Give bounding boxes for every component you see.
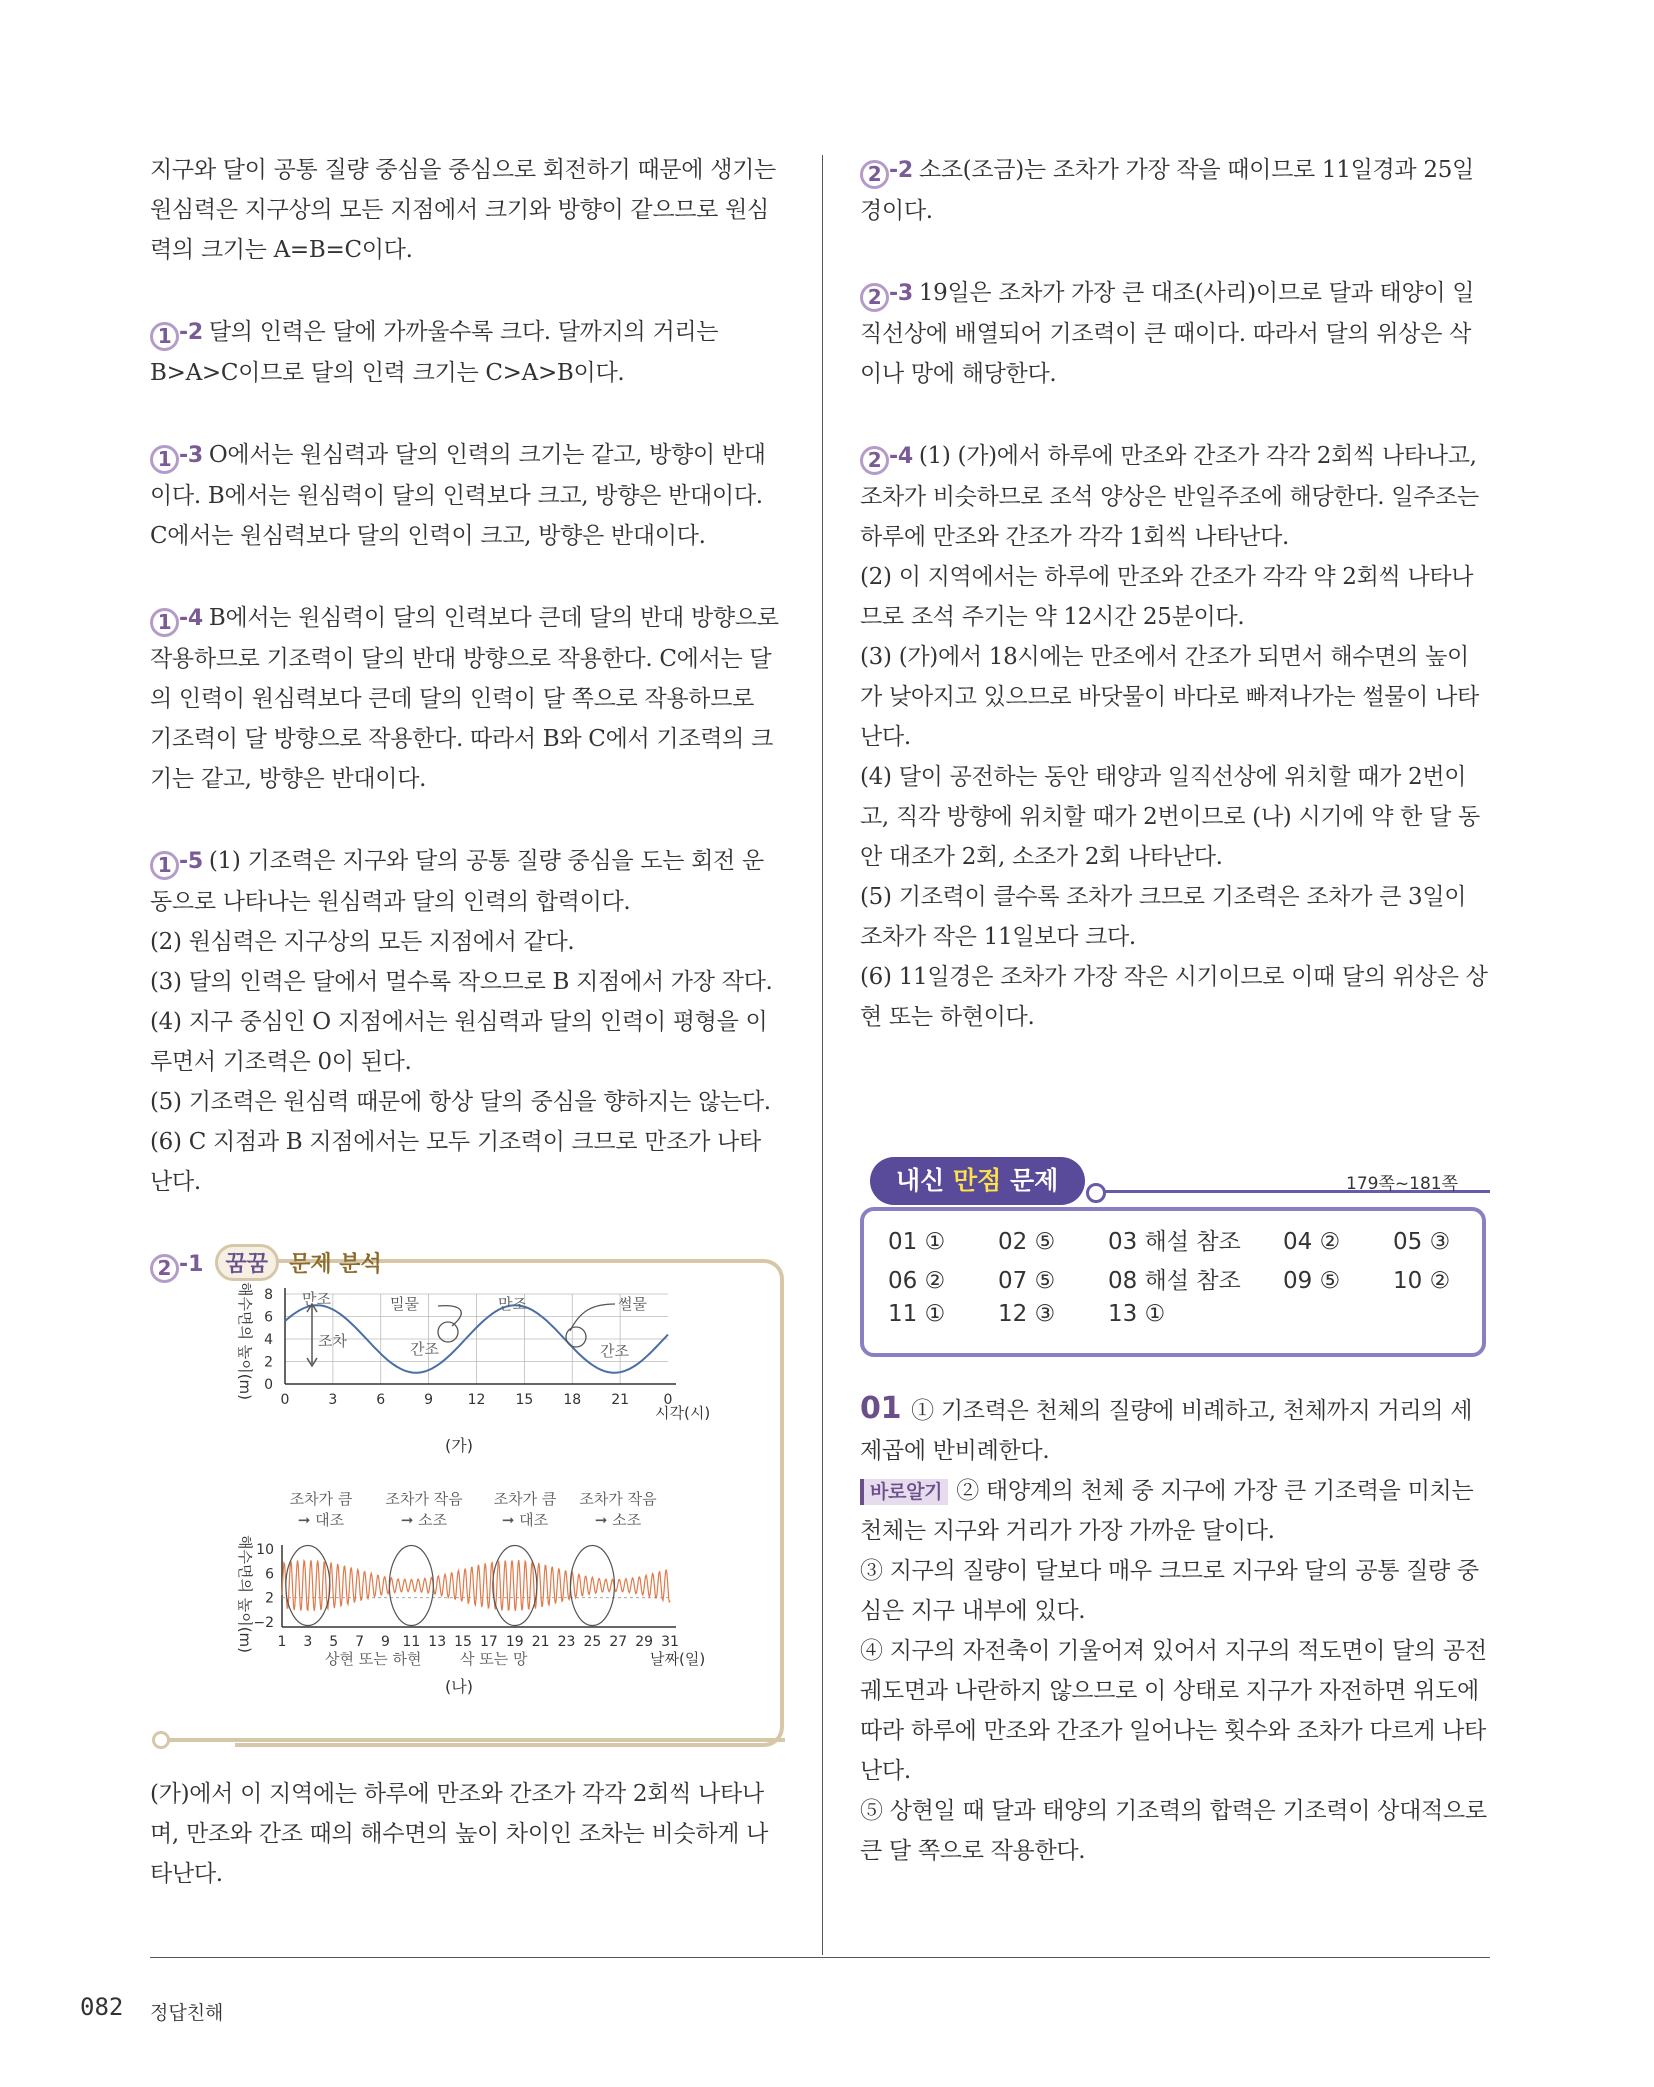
footer-rule xyxy=(150,1957,1490,1958)
ga-x-tick-label: 3 xyxy=(328,1392,338,1408)
ga-x-tick-label: 0 xyxy=(280,1392,290,1408)
problem-analysis-box xyxy=(150,1244,780,1764)
answer-cell: 03 해설 참조 xyxy=(1108,1229,1241,1255)
analysis-frame-foot xyxy=(162,1738,785,1742)
na-top-labels xyxy=(276,1488,696,1534)
na-label-b: ➞ 소조 xyxy=(400,1511,448,1529)
analysis-title: 문제 분석 xyxy=(289,1252,382,1277)
question-suffix: -5 xyxy=(179,849,203,874)
after-chart-text: (가)에서 이 지역에는 하루에 만조와 간조가 각각 2회씩 나타나며, 만조와 간조 때의 해수면의 높이 차이인 조차는 비슷하게 나타난다. xyxy=(150,1781,769,1887)
ga-x-tick-label: 9 xyxy=(424,1392,434,1408)
answer-line: (6) 11일경은 조차가 가장 작은 시기이므로 이때 달의 위상은 상현 또는 하현이다. xyxy=(860,964,1488,1030)
tide-daily-chart xyxy=(220,1281,780,1471)
ga-y-tick-label: 8 xyxy=(264,1287,273,1303)
answer-1-5 xyxy=(150,841,780,1202)
answer-key-title xyxy=(870,1157,1085,1205)
na-phase-1: 상현 또는 하현 xyxy=(325,1650,422,1668)
ga-y-tick-label: 4 xyxy=(264,1332,273,1348)
answer-line: (4) 달이 공전하는 동안 태양과 일직선상에 위치할 때가 2번이고, 직각 방향에 위치할 때가 2번이므로 (나) 시기에 약 한 달 동안 대조가 2회, 소조가 2회 나타난다. xyxy=(860,764,1480,870)
na-y-tick-label: 2 xyxy=(265,1590,274,1607)
question-suffix: -1 xyxy=(179,1252,204,1277)
title-part: 내신 xyxy=(896,1166,954,1195)
answer-line: ③ 지구의 질량이 달보다 매우 크므로 지구와 달의 공통 질량 중심은 지구 내부에 있다. xyxy=(860,1558,1479,1624)
answer-line: (6) C 지점과 B 지점에서는 모두 기조력이 크므로 만조가 나타난다. xyxy=(150,1129,761,1195)
answer-row xyxy=(888,1301,1478,1340)
question-suffix: -2 xyxy=(889,158,913,183)
answer-01 xyxy=(860,1389,1490,1871)
ga-label-low1: 간조 xyxy=(410,1340,439,1358)
ga-label-high2: 만조 xyxy=(498,1295,527,1313)
answer-cell: 12 ③ xyxy=(998,1301,1056,1327)
answer-text: 소조(조금)는 조차가 가장 작을 때이므로 11일경과 25일경이다. xyxy=(860,157,1474,224)
ga-x-tick-label: 21 xyxy=(611,1392,630,1408)
na-x-tick-label: 21 xyxy=(531,1634,550,1650)
ga-x-tick-label: 18 xyxy=(563,1392,582,1408)
answer-2-3 xyxy=(860,273,1490,394)
ga-x-tick-label: 12 xyxy=(467,1392,486,1408)
question-number-badge: 1 xyxy=(150,608,179,637)
answer-2-2 xyxy=(860,150,1490,231)
ga-y-ticks xyxy=(264,1287,273,1393)
left-column xyxy=(150,150,780,1894)
na-x-unit: 날짜(일) xyxy=(650,1650,706,1668)
na-x-tick-label: 27 xyxy=(609,1634,628,1650)
ga-label-flood: 밀물 xyxy=(390,1295,419,1313)
ga-label-range: 조차 xyxy=(318,1332,347,1350)
question-suffix: -4 xyxy=(889,444,913,469)
na-x-tick-label: 29 xyxy=(635,1634,654,1650)
na-x-tick-label: 3 xyxy=(303,1634,313,1650)
answer-cell: 09 ⑤ xyxy=(1283,1268,1341,1294)
answer-line: ① 기조력은 천체의 질량에 비례하고, 천체까지 거리의 세제곱에 반비례한다. xyxy=(860,1398,1473,1464)
na-x-tick-label: 17 xyxy=(480,1634,498,1650)
ga-label-high1: 만조 xyxy=(302,1290,331,1308)
answer-line: (5) 기조력이 클수록 조차가 크므로 기조력은 조차가 큰 3일이 조차가 작은 11일보다 크다. xyxy=(860,884,1467,950)
answer-row xyxy=(888,1223,1478,1262)
na-phase-2: 삭 또는 망 xyxy=(460,1650,528,1668)
answer-line: (3) (가)에서 18시에는 만조에서 간조가 되면서 해수면의 높이가 낮아지고 있으므로 바닷물이 바다로 빠져나가는 썰물이 나타난다. xyxy=(860,644,1479,750)
answer-line: ② 태양계의 천체 중 지구에 가장 큰 기조력을 미치는 천체는 지구와 거리가 가장 가까운 달이다. xyxy=(860,1478,1474,1544)
answer-line: (2) 이 지역에서는 하루에 만조와 간조가 각각 약 2회씩 나타나므로 조석 주기는 약 12시간 25분이다. xyxy=(860,564,1474,630)
answer-row xyxy=(888,1262,1478,1301)
question-suffix: -2 xyxy=(179,320,203,345)
intro-paragraph xyxy=(150,150,780,270)
na-label-a: 조차가 작음 xyxy=(385,1490,463,1508)
question-suffix: -4 xyxy=(179,606,203,631)
answer-key-header-ring xyxy=(1086,1183,1106,1203)
na-label-a: 조차가 큼 xyxy=(289,1490,353,1508)
answer-cell: 06 ② xyxy=(888,1268,946,1294)
na-y-ticks xyxy=(253,1542,274,1631)
answer-cell: 05 ③ xyxy=(1393,1229,1451,1255)
na-caption: (나) xyxy=(445,1677,473,1696)
answer-key-box xyxy=(860,1157,1490,1357)
answer-line: (4) 지구 중심인 O 지점에서는 원심력과 달의 인력이 평형을 이루면서 기조력은 0이 된다. xyxy=(150,1009,768,1075)
answer-text: 19일은 조차가 가장 큰 대조(사리)이므로 달과 태양이 일직선상에 배열되어 기조력이 큰 때이다. 따라서 달의 위상은 삭이나 망에 해당한다. xyxy=(860,280,1475,387)
answer-cell: 13 ① xyxy=(1108,1301,1166,1327)
answer-cell: 10 ② xyxy=(1393,1268,1451,1294)
ga-flood-arrow xyxy=(438,1306,461,1326)
na-x-tick-label: 7 xyxy=(355,1634,365,1650)
ga-y-tick-label: 6 xyxy=(264,1309,273,1326)
question-number-badge: 2 xyxy=(150,1254,179,1283)
ga-label-low2: 간조 xyxy=(600,1342,629,1360)
answer-line: (3) 달의 인력은 달에서 멀수록 작으므로 B 지점에서 가장 작다. xyxy=(150,969,773,995)
answer-text: O에서는 원심력과 달의 인력의 크기는 같고, 방향이 반대이다. B에서는 원심력이 달의 인력보다 크고, 방향은 반대이다. C에서는 원심력보다 달의 인력이 크고, 방향은 반대이다. xyxy=(150,442,766,549)
answer-line: (5) 기조력은 원심력 때문에 항상 달의 중심을 향하지는 않는다. xyxy=(150,1089,771,1115)
analysis-header xyxy=(150,1244,382,1283)
answer-cell: 04 ② xyxy=(1283,1229,1341,1255)
answer-cell: 01 ① xyxy=(888,1229,946,1255)
na-label-b: ➞ 대조 xyxy=(501,1511,549,1529)
title-part: 문제 xyxy=(1001,1166,1059,1195)
na-x-tick-label: 19 xyxy=(505,1634,524,1650)
question-number: 01 xyxy=(860,1391,902,1426)
ga-caption: (가) xyxy=(445,1436,473,1455)
ga-x-ticks xyxy=(281,1392,673,1408)
na-y-tick-label: −2 xyxy=(253,1615,274,1631)
answer-cell: 11 ① xyxy=(888,1301,946,1327)
ga-x-tick-label: 15 xyxy=(515,1392,534,1408)
answer-line: (2) 원심력은 지구상의 모든 지점에서 같다. xyxy=(150,929,575,955)
answer-2-4 xyxy=(860,436,1490,1037)
na-x-tick-label: 1 xyxy=(277,1634,287,1650)
na-x-ticks xyxy=(278,1634,679,1650)
right-column xyxy=(860,150,1490,1871)
answer-text: B에서는 원심력이 달의 인력보다 큰데 달의 반대 방향으로 작용하므로 기조력이 달의 반대 방향으로 작용한다. C에서는 달의 인력이 원심력보다 큰데 달의 인력이 달 쪽으로 작용하므로 기조력이 달 방향으로 작용한다. 따라서 B와 C에서 기조력의 크기는 같고, 방향은 반대이다. xyxy=(150,605,779,792)
na-label-b: ➞ 대조 xyxy=(297,1511,345,1529)
ga-y-tick-label: 0 xyxy=(264,1377,273,1393)
answer-1-4 xyxy=(150,598,780,799)
tide-monthly-chart xyxy=(220,1534,780,1734)
page-range: 179쪽~181쪽 xyxy=(1346,1174,1458,1194)
analysis-frame-dot xyxy=(152,1731,170,1749)
answer-line: ④ 지구의 자전축이 기울어져 있어서 지구의 적도면이 달의 공전 궤도면과 나란하지 않으므로 이 상태로 지구가 자전하면 위도에 따라 하루에 만조와 간조가 일어나는 횟수와 조차가 다르게 나타난다. xyxy=(860,1638,1487,1784)
question-number-badge: 1 xyxy=(150,445,179,474)
answer-1-3 xyxy=(150,435,780,556)
na-x-tick-label: 13 xyxy=(428,1634,447,1650)
answer-text: 달의 인력은 달에 가까울수록 크다. 달까지의 거리는 B>A>C이므로 달의 인력 크기는 C>A>B이다. xyxy=(150,319,719,386)
question-number-badge: 2 xyxy=(860,283,889,312)
na-x-tick-label: 25 xyxy=(583,1634,602,1650)
correction-tag: 바로알기 xyxy=(860,1479,948,1505)
answer-key-grid xyxy=(888,1223,1478,1340)
ga-label-ebb: 썰물 xyxy=(618,1295,647,1313)
question-number-badge: 2 xyxy=(860,160,889,189)
ga-x-tick-label: 0 xyxy=(663,1392,673,1408)
na-y-axis-label: 해수면의 높이(m) xyxy=(236,1534,254,1654)
answer-cell: 08 해설 참조 xyxy=(1108,1268,1241,1294)
answer-cell: 02 ⑤ xyxy=(998,1229,1056,1255)
na-x-tick-label: 31 xyxy=(661,1634,679,1650)
na-label-b: ➞ 소조 xyxy=(594,1511,642,1529)
answer-line: (1) 기조력은 지구와 달의 공통 질량 중심을 도는 회전 운동으로 나타나는 원심력과 달의 인력의 합력이다. xyxy=(150,848,764,915)
answer-line: (1) (가)에서 하루에 만조와 간조가 각각 2회씩 나타나고, 조차가 비슷하므로 조석 양상은 반일주조에 해당한다. 일주조는 하루에 만조와 간조가 각각 1회씩 나타난다. xyxy=(860,443,1479,550)
na-x-tick-label: 5 xyxy=(329,1634,339,1650)
na-x-tick-label: 15 xyxy=(454,1634,472,1650)
footer-title: 정답친해 xyxy=(150,2002,224,2024)
question-number-badge: 1 xyxy=(150,322,179,351)
answer-cell: 07 ⑤ xyxy=(998,1268,1056,1294)
intro-text: 지구와 달이 공통 질량 중심을 중심으로 회전하기 때문에 생기는 원심력은 지구상의 모든 지점에서 크기와 방향이 같으므로 원심력의 크기는 A=B=C이다. xyxy=(150,157,776,263)
question-number-badge: 2 xyxy=(860,446,889,475)
ga-y-axis-label: 해수면의 높이(m) xyxy=(236,1281,254,1401)
na-y-tick-label: 10 xyxy=(256,1542,274,1558)
na-label-a: 조차가 작음 xyxy=(579,1490,657,1508)
na-x-tick-label: 11 xyxy=(402,1634,421,1650)
question-suffix: -3 xyxy=(889,281,913,306)
ga-y-tick-label: 2 xyxy=(264,1354,273,1371)
answer-line: ⑤ 상현일 때 달과 태양의 기조력의 합력은 기조력이 상대적으로 큰 달 쪽으로 작용한다. xyxy=(860,1798,1487,1864)
kkum-badge: 꿈꿈 xyxy=(215,1244,280,1281)
ga-x-unit: 시각(시) xyxy=(655,1404,711,1422)
na-x-tick-label: 23 xyxy=(557,1634,576,1650)
answer-1-2 xyxy=(150,312,780,393)
na-label-a: 조차가 큼 xyxy=(493,1490,557,1508)
ga-x-tick-label: 6 xyxy=(376,1392,386,1408)
question-number-badge: 1 xyxy=(150,851,179,880)
column-divider xyxy=(822,155,823,1955)
na-y-tick-label: 6 xyxy=(265,1566,274,1583)
na-x-tick-label: 9 xyxy=(381,1634,390,1650)
question-suffix: -3 xyxy=(179,443,203,468)
ga-ebb-circle xyxy=(566,1327,586,1347)
after-chart-paragraph xyxy=(150,1774,780,1894)
page-number: 082 xyxy=(80,1993,124,2021)
title-highlight: 만점 xyxy=(953,1166,1002,1195)
